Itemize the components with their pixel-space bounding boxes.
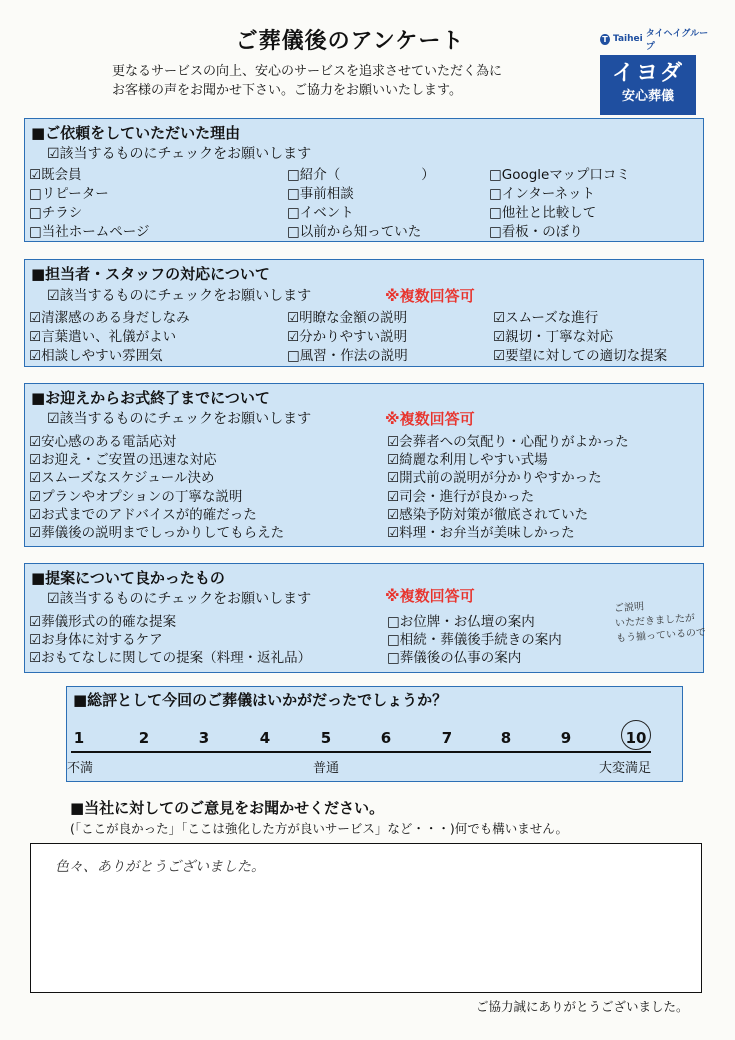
scale-number[interactable]: 2 <box>138 729 150 747</box>
section-instruction: ☑該当するものにチェックをお願いします <box>47 146 312 162</box>
group-badge <box>600 26 710 52</box>
multiple-answers-note: ※複数回答可 <box>385 410 475 428</box>
option-checkbox[interactable]: ☑言葉遣い、礼儀がよい <box>29 329 177 345</box>
section-title: ■提案について良かったもの <box>31 569 225 587</box>
handwritten-comment: 色々、ありがとうございました。 <box>55 859 265 875</box>
option-checkbox[interactable]: ☑開式前の説明が分かりやすかった <box>387 470 602 486</box>
scale-number[interactable]: 3 <box>198 729 210 747</box>
scale-line <box>71 751 651 753</box>
option-checkbox[interactable]: □相続・葬儀後手続きの案内 <box>387 632 562 648</box>
option-checkbox[interactable]: ☑おもてなしに関しての提案（料理・返礼品） <box>29 650 312 666</box>
option-checkbox[interactable]: □他社と比較して <box>489 205 597 221</box>
scale-number[interactable]: 9 <box>560 729 572 747</box>
handwritten-note <box>614 595 717 647</box>
intro-text <box>112 62 592 100</box>
section-instruction: ☑該当するものにチェックをお願いします <box>47 591 312 607</box>
section-request-reason <box>24 118 704 242</box>
option-checkbox[interactable]: ☑お式までのアドバイスが的確だった <box>29 507 257 523</box>
option-checkbox[interactable]: □風習・作法の説明 <box>287 348 408 364</box>
company-logo <box>600 26 710 106</box>
taihei-mark-icon: T <box>600 34 610 45</box>
comments-title: ■当社に対してのご意見をお聞かせください。 <box>70 799 385 817</box>
option-checkbox[interactable]: ☑分かりやすい説明 <box>287 329 408 345</box>
section-reception-to-ceremony <box>24 383 704 547</box>
option-checkbox[interactable]: □イベント <box>287 205 354 221</box>
comments-note: (「ここが良かった」「ここは強化した方が良いサービス」など・・・)何でも構いません。 <box>70 821 569 836</box>
logo-main-text: イヨダ <box>611 61 684 86</box>
option-checkbox[interactable]: ☑明瞭な金額の説明 <box>287 310 408 326</box>
handwritten-line: ご説明 <box>613 601 645 615</box>
option-checkbox[interactable]: ☑プランやオプションの丁寧な説明 <box>29 489 243 505</box>
multiple-answers-note: ※複数回答可 <box>385 587 475 605</box>
scale-number[interactable]: 5 <box>320 729 332 747</box>
logo-box <box>600 55 696 115</box>
option-checkbox[interactable]: □当社ホームページ <box>29 224 150 240</box>
scale-number[interactable]: 7 <box>441 729 453 747</box>
option-checkbox[interactable]: ☑要望に対しての適切な提案 <box>493 348 668 364</box>
scale-mid-label: 普通 <box>313 761 340 776</box>
option-checkbox[interactable]: ☑相談しやすい雰囲気 <box>29 348 163 364</box>
section-instruction: ☑該当するものにチェックをお願いします <box>47 288 312 304</box>
option-checkbox[interactable]: □リピーター <box>29 186 109 202</box>
option-checkbox[interactable]: ☑葬儀後の説明までしっかりしてもらえた <box>29 525 285 541</box>
option-checkbox[interactable]: ☑感染予防対策が徹底されていた <box>387 507 589 523</box>
option-checkbox[interactable]: □看板・のぼり <box>489 224 583 240</box>
section-title: ■担当者・スタッフの対応について <box>31 265 270 283</box>
handwritten-line: いただきましたが <box>614 612 696 630</box>
section-staff-response <box>24 259 704 367</box>
option-checkbox[interactable]: ☑葬儀形式の的確な提案 <box>29 614 177 630</box>
option-checkbox[interactable]: □お位牌・お仏壇の案内 <box>387 614 535 630</box>
option-checkbox[interactable]: ☑清潔感のある身だしなみ <box>29 310 190 326</box>
scale-number[interactable]: 6 <box>380 729 392 747</box>
brand-name: Taihei <box>612 34 643 44</box>
option-checkbox[interactable]: ☑既会員 <box>29 167 82 183</box>
option-checkbox[interactable]: ☑綺麗な利用しやすい式場 <box>387 452 548 468</box>
option-checkbox[interactable]: ☑安心感のある電話応対 <box>29 434 177 450</box>
section-title: ■ご依頼をしていただいた理由 <box>31 124 241 142</box>
scale-number[interactable]: 10 <box>625 729 647 747</box>
option-checkbox[interactable]: □事前相談 <box>287 186 354 202</box>
thank-you-footer: ご協力誠にありがとうございました。 <box>476 999 689 1014</box>
scale-low-label: 不満 <box>67 761 94 776</box>
page-title: ご葬儀後のアンケート <box>235 29 465 54</box>
section-proposals <box>24 563 707 673</box>
option-checkbox[interactable]: ☑お身体に対するケア <box>29 632 163 648</box>
multiple-answers-note: ※複数回答可 <box>385 287 475 305</box>
scale-number[interactable]: 4 <box>259 729 271 747</box>
option-checkbox[interactable]: □チラシ <box>29 205 83 221</box>
intro-line-1: 更なるサービスの向上、安心のサービスを追求させていただく為に <box>112 64 503 79</box>
scale-number[interactable]: 1 <box>73 729 85 747</box>
group-name: タイヘイグループ <box>645 29 709 52</box>
option-checkbox[interactable]: □紹介（ ） <box>287 167 435 183</box>
option-checkbox[interactable]: □Googleマップ口コミ <box>489 167 630 183</box>
rating-question: ■総評として今回のご葬儀はいかがだったでしょうか？ <box>73 691 448 709</box>
section-title: ■お迎えからお式終了までについて <box>31 389 270 407</box>
option-checkbox[interactable]: ☑司会・進行が良かった <box>387 489 535 505</box>
option-checkbox[interactable]: □以前から知っていた <box>287 224 422 240</box>
option-checkbox[interactable]: ☑スムーズな進行 <box>493 310 599 326</box>
option-checkbox[interactable]: ☑会葬者への気配り・心配りがよかった <box>387 434 629 450</box>
option-checkbox[interactable]: ☑スムーズなスケジュール決め <box>29 470 215 486</box>
option-checkbox[interactable]: ☑料理・お弁当が美味しかった <box>387 525 575 541</box>
handwritten-line: もう揃っているので <box>615 627 707 645</box>
intro-line-2: お客様の声をお聞かせ下さい。ご協力をお願いいたします。 <box>112 83 462 98</box>
comments-box[interactable] <box>30 843 702 993</box>
scale-high-label: 大変満足 <box>599 761 652 776</box>
option-checkbox[interactable]: □葬儀後の仏事の案内 <box>387 650 522 666</box>
scale-number[interactable]: 8 <box>500 729 512 747</box>
logo-sub-text: 安心葬儀 <box>621 89 674 104</box>
section-instruction: ☑該当するものにチェックをお願いします <box>47 411 312 427</box>
option-checkbox[interactable]: □インターネット <box>489 186 596 202</box>
option-checkbox[interactable]: ☑親切・丁寧な対応 <box>493 329 614 345</box>
option-checkbox[interactable]: ☑お迎え・ご安置の迅速な対応 <box>29 452 217 468</box>
overall-rating <box>66 686 683 782</box>
